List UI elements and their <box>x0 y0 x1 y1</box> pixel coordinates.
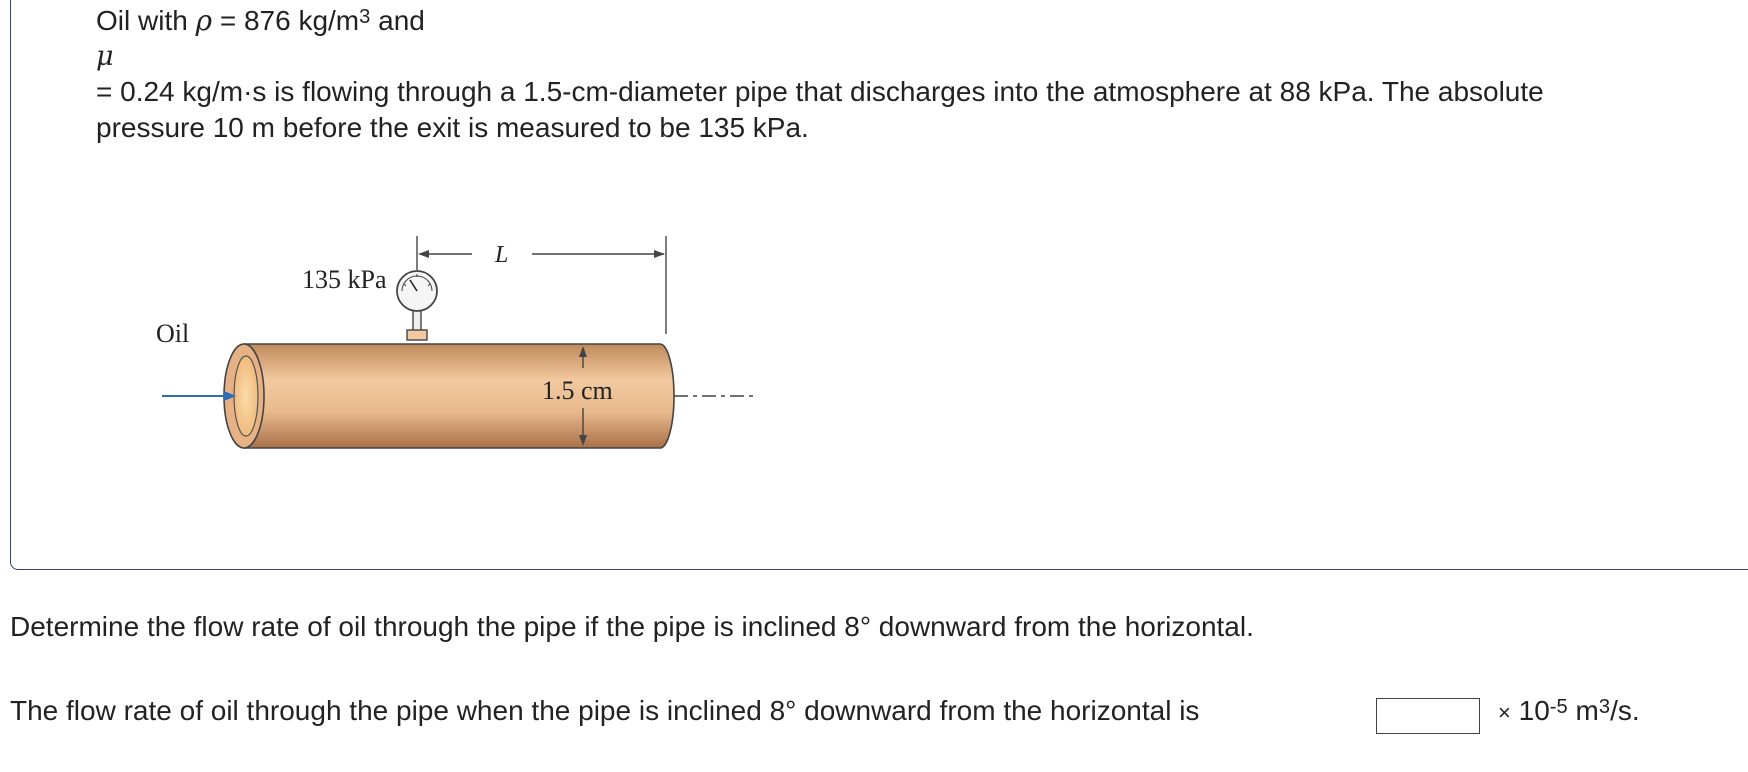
and-text: and <box>378 5 425 36</box>
mu-symbol: μ <box>96 41 114 72</box>
flow-arrow-icon <box>162 391 236 401</box>
pipe-diagram <box>150 222 770 462</box>
unit-exponent: 3 <box>1598 695 1611 718</box>
problem-line-1 <box>96 4 425 38</box>
unit-base: m <box>1575 695 1599 726</box>
factor-exponent: -5 <box>1549 695 1568 718</box>
answer-prompt: The flow rate of oil through the pipe when the pipe is inclined 8° downward from the horizontal is <box>10 695 1200 726</box>
fluid-label: Oil <box>156 319 190 348</box>
pressure-gauge-icon <box>397 271 437 340</box>
times-symbol: × <box>1498 700 1511 725</box>
length-label: L <box>495 242 509 268</box>
length-dimension <box>417 236 666 334</box>
question-text: Determine the flow rate of oil through the pipe if the pipe is inclined 8° downward from the horizontal. <box>10 611 1254 642</box>
factor-base: 10 <box>1518 695 1550 726</box>
pressure-label: 135 kPa <box>302 265 387 294</box>
diameter-label: 1.5 cm <box>542 376 613 405</box>
intro-text: Oil with <box>96 5 188 36</box>
density-value: = 876 kg/m <box>219 5 360 36</box>
pipe-figure <box>150 222 770 467</box>
rho-symbol: ρ <box>195 4 213 37</box>
flow-rate-answer-input[interactable] <box>1376 698 1480 734</box>
unit-suffix: /s. <box>1610 695 1640 726</box>
problem-line-4: pressure 10 m before the exit is measured to be 135 kPa. <box>96 112 809 143</box>
answer-units <box>1498 694 1640 730</box>
problem-line-3: = 0.24 kg/m·s is flowing through a 1.5-cm-diameter pipe that discharges into the atmosphere at 88 kPa. The absolute <box>96 76 1544 107</box>
density-exponent: 3 <box>359 5 371 28</box>
